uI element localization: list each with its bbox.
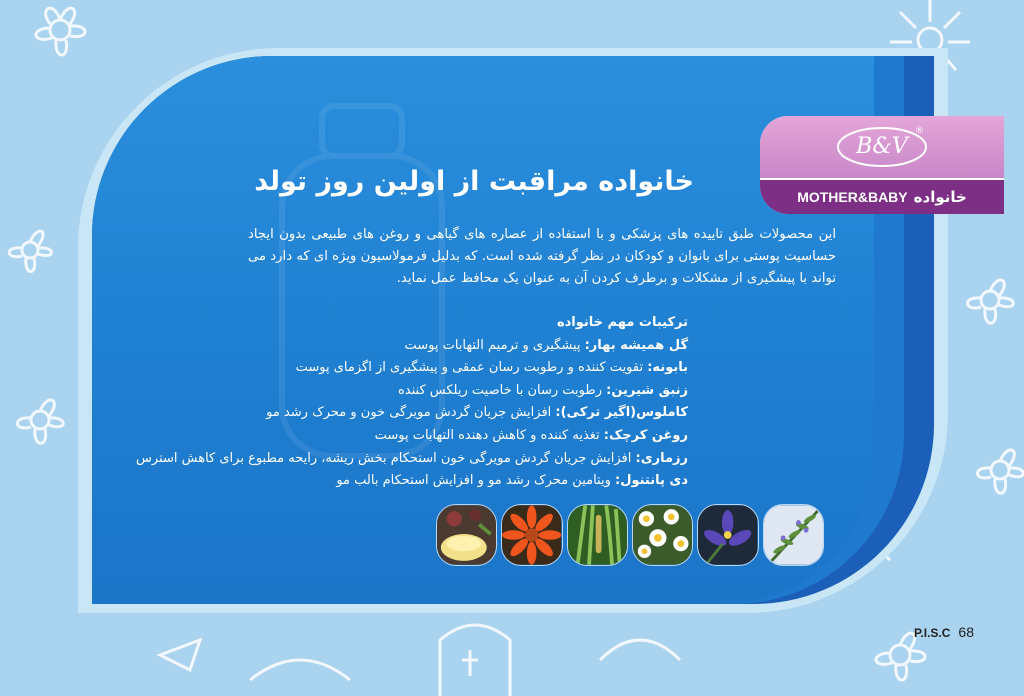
ingredient-desc: رطوبت رسان با خاصیت ریلکس کننده <box>398 382 607 398</box>
ingredient-desc: تقویت کننده و رطوبت رسان عمقی و پیشگیری از اگزمای پوست <box>295 360 648 376</box>
calamus-leaf-icon <box>567 504 628 566</box>
iris-flower-icon <box>697 504 758 566</box>
ingredient-item <box>208 425 688 448</box>
ingredient-name: زنبق شیرین: <box>606 382 688 398</box>
intro-text: این محصولات طبق تاییده های پزشکی و با استفاده از عصاره های گیاهی و روغن های طبیعی بدون ایجاد حساسیت پوستی برای بانوان و کودکان در نظر گرفته شده است. که بدلیل فرمولاسیون ویژه ای که دارد می تواند با پیشگیری از مشکلات و برطرف کردن آن به عنوان یک محافظ عمل نماید. <box>248 227 836 286</box>
brand-logo-text: B&V <box>856 134 908 159</box>
ingredient-name: روغن کرچک: <box>603 427 688 443</box>
ingredient-name: بابونه: <box>647 360 688 376</box>
registered-mark: ® <box>915 126 924 136</box>
calendula-flower-icon <box>501 504 562 566</box>
family-label-bar <box>760 180 1004 214</box>
ingredient-name: دی پانتنول: <box>615 473 688 489</box>
ingredient-desc: افزایش جریان گردش مویرگی خون استحکام بخش ریشه، رایحه مطبوع برای کاهش استرس <box>136 450 636 466</box>
family-name: MOTHER&BABY <box>797 189 908 205</box>
ingredient-desc: پیشگیری و ترمیم التهابات پوست <box>404 337 585 353</box>
ingredient-item <box>136 448 688 471</box>
brand-logo <box>834 124 930 170</box>
page-title: خانواده مراقبت از اولین روز تولد <box>254 166 694 197</box>
ingredient-item <box>208 335 688 358</box>
ingredient-item <box>208 470 688 493</box>
ingredient-item <box>208 380 688 403</box>
ingredients-heading: ترکیبات مهم خانواده <box>556 315 688 330</box>
chamomile-icon <box>632 504 693 566</box>
footer-brand: P.I.S.C <box>913 626 951 640</box>
ingredients-list <box>136 312 688 493</box>
ingredient-name: کاملوس(اگیر ترکی): <box>555 405 688 421</box>
ingredient-desc: ویتامین محرک رشد مو و افزایش استحکام بالب مو <box>336 473 615 489</box>
castor-oil-icon <box>436 504 497 566</box>
ingredient-desc: افزایش جریان گردش مویرگی خون و محرک رشد مو <box>266 405 556 421</box>
page-footer <box>914 624 974 640</box>
ingredient-desc: تغذیه کننده و کاهش دهنده التهابات پوست <box>374 427 604 443</box>
intro-paragraph <box>248 224 836 290</box>
ingredient-item <box>208 402 688 425</box>
rosemary-icon <box>763 504 824 566</box>
ingredient-thumbnails <box>436 504 824 566</box>
ingredient-name: گل همیشه بهار: <box>584 337 688 353</box>
family-label: خانواده <box>913 188 967 206</box>
ingredient-name: رزماری: <box>635 450 688 466</box>
brand-logo-area <box>760 116 1004 178</box>
ingredient-item <box>208 357 688 380</box>
brand-badge <box>760 116 1004 214</box>
page-number: 68 <box>958 624 974 640</box>
